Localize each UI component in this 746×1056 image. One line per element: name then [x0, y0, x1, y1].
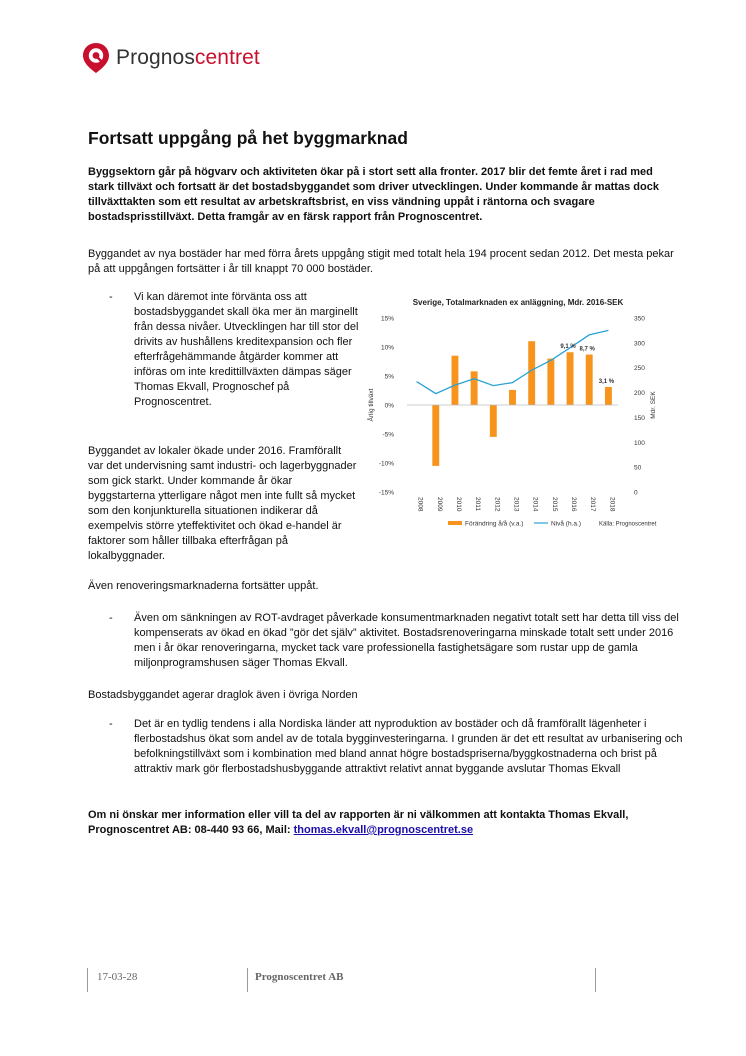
bullet-quote-2-text: Även om sänkningen av ROT-avdraget påverkade konsumentmarknaden negativt totalt sett har detta till viss del kompenserats av ökad en ökad ”gör det själv” aktivitet. Bostadsrenoveringarna minskade totalt sett under 2016 men i år ökar renoveringarna, mycket tack vare professionella fastighetsägare som rustar upp de gamla miljonprogramshusen säger Thomas Ekvall. [134, 612, 679, 669]
footer-divider [595, 968, 596, 992]
body-paragraph-3: Även renoveringsmarknaderna fortsätter uppåt. [88, 580, 319, 592]
y-tick-label: 15% [380, 315, 394, 323]
footer-divider [247, 968, 248, 992]
legend-swatch-change [448, 521, 462, 525]
chart-title: Sverige, Totalmarknaden ex anläggning, Mdr. 2016-SEK [412, 298, 624, 307]
body-paragraph-2: Byggandet av lokaler ökade under 2016. Framförallt var det undervisning samt industri- och lagerbyggnader som gick starkt. Under kommande år ökar byggstarterna ytterligare något men inte fullt så mycket som den konjunkturella situationen indikerar då exempelvis större yteffektivitet och ökad e-handel är faktorer som håller tillbaka efterfrågan på lokalbyggnader. [88, 445, 357, 562]
bar-2015 [547, 359, 554, 405]
page-footer [87, 968, 597, 992]
lead-paragraph: Byggsektorn går på högvarv och aktiviteten ökar på i stort sett alla fronter. 2017 blir det femte året i rad med stark tillväxt och fortsatt är det bostadsbyggandet som driver utvecklingen. Under kommande år mattas dock tillväxttakten som ett resultat av arbetskraftsbrist, en viss vändning uppåt i räntorna och svagare bostadsprisstillväxt. Detta framgår av en färsk rapport från Prognoscentret. [88, 166, 659, 223]
legend-label-level: Nivå (h.a.) [551, 520, 581, 528]
bar-2018 [605, 387, 612, 405]
y2-tick-label: 350 [634, 315, 645, 323]
bullet-quote-1 [109, 290, 359, 410]
x-tick-label: 2016 [570, 497, 578, 512]
bar-2014 [528, 341, 535, 405]
y2-tick-label: 100 [634, 439, 645, 447]
y-tick-label: -5% [382, 431, 394, 439]
chart-source: Källa: Prognoscentret [599, 521, 657, 528]
chart-svg [362, 292, 674, 538]
x-tick-label: 2018 [608, 497, 616, 512]
y2-tick-label: 50 [634, 464, 642, 472]
bar-2009 [432, 405, 439, 466]
y-tick-label: -10% [378, 460, 394, 468]
x-tick-label: 2011 [474, 497, 482, 511]
bar-2011 [471, 371, 478, 405]
logo-wordmark-part1: Prognos [116, 46, 195, 69]
prognoscentret-logo [82, 42, 260, 74]
y2-tick-label: 300 [634, 340, 645, 348]
y2-tick-label: 250 [634, 365, 645, 373]
y2-tick-label: 0 [634, 489, 638, 497]
market-chart [362, 292, 674, 538]
x-tick-label: 2008 [416, 497, 424, 512]
x-tick-label: 2017 [589, 497, 597, 512]
bullet-dash: - [109, 291, 113, 303]
data-label-2017: 8,7 % [579, 346, 595, 353]
y2-tick-label: 150 [634, 414, 645, 422]
body-paragraph-1: Byggandet av nya bostäder har med förra årets uppgång stigit med totalt hela 194 procent sedan 2012. Det mesta pekar på att uppgången fortsätter i år till knappt 70 000 bostäder. [88, 248, 674, 275]
footer-date: 17-03-28 [97, 971, 138, 983]
logo-wordmark [116, 46, 260, 70]
chart-ylabel: Årlig tillväxt [368, 388, 375, 422]
footer-divider [87, 968, 88, 992]
bar-2013 [509, 390, 516, 405]
footer-company: Prognoscentret AB [255, 971, 344, 983]
y-tick-label: -15% [378, 489, 394, 497]
bullet-quote-2 [109, 611, 689, 671]
bullet-quote-1-text: Vi kan däremot inte förvänta oss att bostadsbyggandet skall öka mer än marginellt från dessa nivåer. Utvecklingen har till stor del drivits av hushållens kreditexpansion och fler efterfrågehämmande åtgärder kommer att införas om inte kredittillväxten dämpas säger Thomas Ekvall, Prognoschef på Prognoscentret. [134, 291, 359, 408]
y-tick-label: 0% [384, 402, 394, 410]
bar-2012 [490, 405, 497, 437]
bullet-dash: - [109, 612, 113, 624]
bullet-quote-3-text: Det är en tydlig tendens i alla Nordiska länder att nyproduktion av bostäder och då framförallt lägenheter i flerbostadshus ökat som andel av de totala bygginvesteringarna. I grunden är det ett resultat av urbanisering och befolkningstillväxt som i kombination med bland annat högre bostadspriserna/byggkostnaderna och brist på attraktiv mark gör flerbostadshusbyggande attraktivt relativt annat byggande avslutar Thomas Ekvall [134, 718, 683, 775]
x-tick-label: 2012 [493, 497, 501, 512]
bar-2017 [586, 355, 593, 405]
body-paragraph-4: Bostadsbyggandet agerar draglok även i övriga Norden [88, 689, 358, 701]
line-series-level [417, 330, 609, 393]
bullet-dash: - [109, 718, 113, 730]
contact-email-link[interactable]: thomas.ekvall@prognoscentret.se [293, 824, 474, 836]
x-tick-label: 2010 [454, 497, 462, 512]
legend-label-change: Förändring å/å (v.a.) [465, 520, 524, 528]
logo-wordmark-part2: centret [194, 46, 260, 69]
data-label-2016: 9,1 % [560, 344, 576, 351]
bar-2016 [567, 352, 574, 405]
y-tick-label: 5% [384, 373, 394, 381]
location-pin-logo-icon [82, 42, 110, 74]
y-tick-label: 10% [380, 344, 394, 352]
x-tick-label: 2014 [531, 497, 539, 512]
contact-paragraph [88, 808, 678, 838]
page-title: Fortsatt uppgång på het byggmarknad [88, 128, 408, 148]
data-label-2018: 3,1 % [598, 379, 615, 386]
x-tick-label: 2009 [435, 497, 443, 512]
bar-2010 [452, 356, 459, 405]
bullet-quote-3 [109, 717, 689, 777]
x-tick-label: 2015 [550, 497, 558, 512]
y2-tick-label: 200 [634, 390, 645, 398]
contact-text: Om ni önskar mer information eller vill ta del av rapporten är ni välkommen att kontakta Thomas Ekvall, Prognoscentret AB: 08-440 93 66, Mail: [88, 809, 629, 836]
chart-y2label: Mdr. SEK [650, 391, 657, 419]
x-tick-label: 2013 [512, 497, 520, 512]
